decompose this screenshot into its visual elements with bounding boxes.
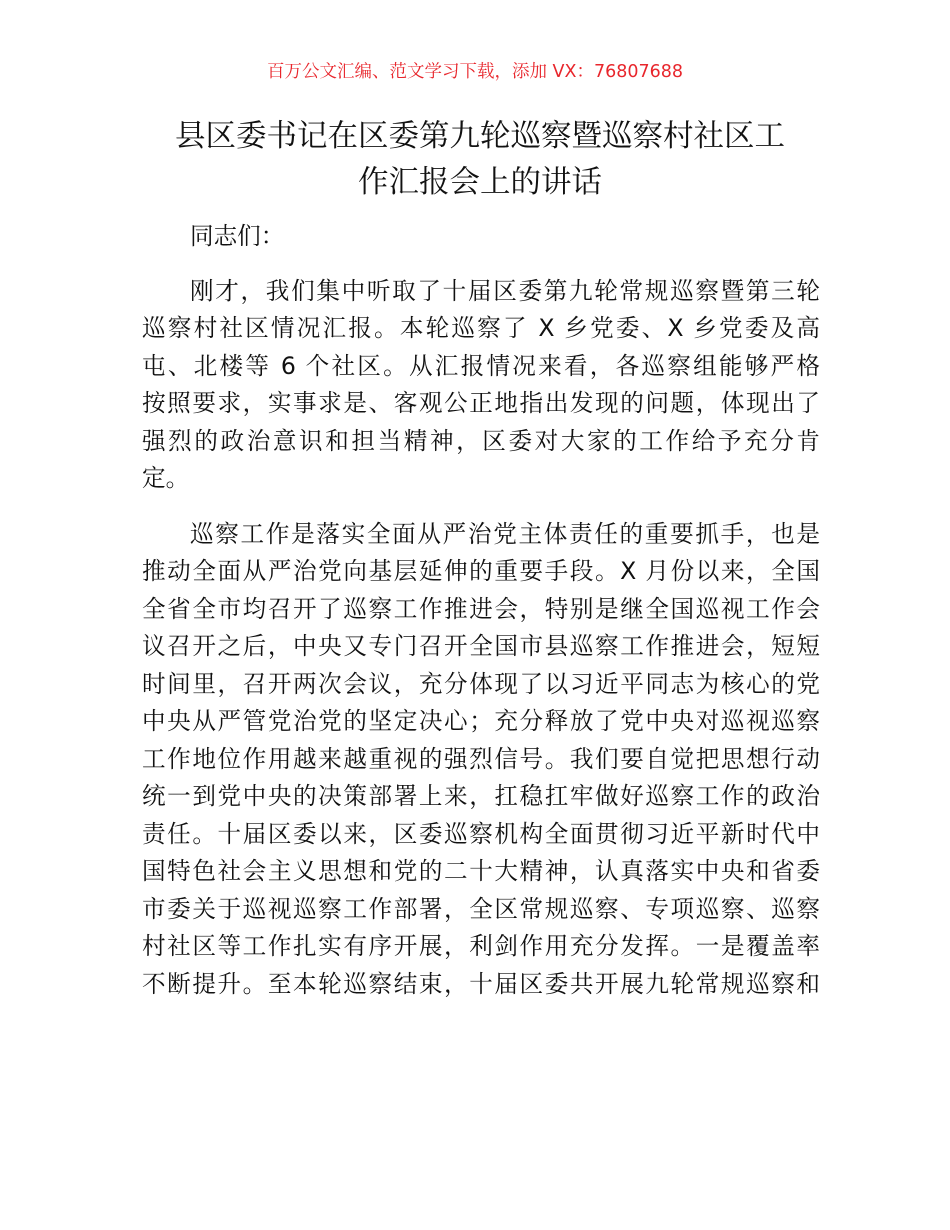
text-line: 巡察工作是落实全面从严治党主体责任的重要抓手，也是 [190, 519, 820, 548]
text-line: 屯、北楼等 6 个社区。从汇报情况来看，各巡察组能够严格 [142, 351, 820, 380]
title-line: 县区委书记在区委第九轮巡察暨巡察村社区工 [175, 119, 785, 154]
text-line: 推动全面从严治党向基层延伸的重要手段。X 月份以来，全国 [142, 557, 820, 585]
title-line: 作汇报会上的讲话 [358, 165, 602, 200]
document-title [140, 114, 820, 206]
text-line: 按照要求，实事求是、客观公正地指出发现的问题，体现出了 [142, 389, 820, 417]
text-line: 村社区等工作扎实有序开展，利剑作用充分发挥。一是覆盖率 [142, 932, 820, 960]
text-line: 时间里，召开两次会议，充分体现了以习近平同志为核心的党 [142, 669, 820, 698]
text-line: 同志们： [190, 222, 285, 250]
text-line: 统一到党中央的决策部署上来，扛稳扛牢做好巡察工作的政治 [142, 782, 820, 810]
text-line: 国特色社会主义思想和党的二十大精神，认真落实中央和省委 [142, 857, 820, 885]
paragraph [142, 273, 820, 498]
document-body [142, 218, 820, 1020]
text-line: 议召开之后，中央又专门召开全国市县巡察工作推进会，短短 [142, 632, 820, 660]
text-line: 中央从严管党治党的坚定决心；充分释放了党中央对巡视巡察 [142, 707, 820, 735]
text-line: 全省全市均召开了巡察工作推进会，特别是继全国巡视工作会 [142, 594, 820, 623]
text-line: 市委关于巡视巡察工作部署，全区常规巡察、专项巡察、巡察 [142, 894, 820, 923]
paragraph [142, 516, 820, 1004]
text-line: 定。 [142, 464, 190, 492]
text-line: 工作地位作用越来越重视的强烈信号。我们要自觉把思想行动 [142, 744, 820, 773]
text-line: 刚才，我们集中听取了十届区委第九轮常规巡察暨第三轮 [190, 276, 820, 305]
salutation [142, 218, 820, 256]
text-line: 强烈的政治意识和担当精神，区委对大家的工作给予充分肯 [142, 426, 820, 455]
watermark-header: 百万公文汇编、范文学习下载，添加 VX：76807688 [266, 62, 684, 82]
text-line: 责任。十届区委以来，区委巡察机构全面贯彻习近平新时代中 [142, 819, 820, 848]
text-line: 巡察村社区情况汇报。本轮巡察了 X 乡党委、X 乡党委及高 [142, 314, 820, 342]
text-line: 不断提升。至本轮巡察结束，十届区委共开展九轮常规巡察和 [142, 969, 820, 998]
